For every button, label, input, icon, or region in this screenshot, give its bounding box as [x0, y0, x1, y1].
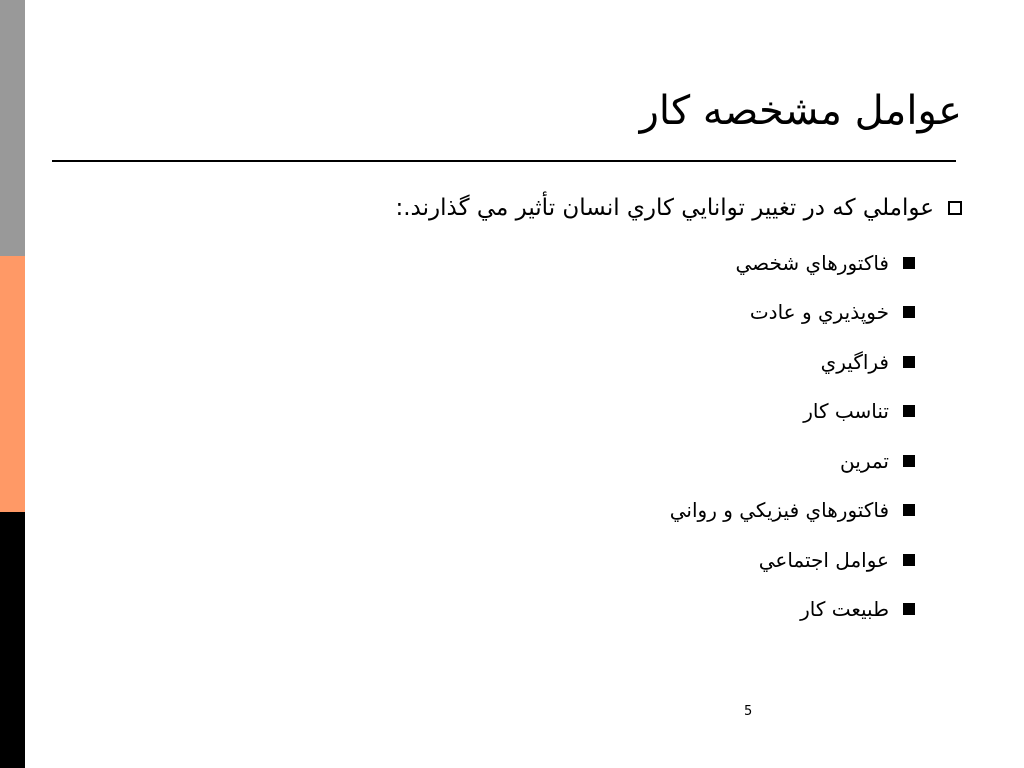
- sub-bullet-item: [62, 585, 962, 635]
- sub-bullet-text: فاکتورهاي شخصي: [735, 250, 889, 275]
- hollow-square-bullet-icon: [948, 201, 962, 215]
- sub-bullet-text: خوپذيري و عادت: [749, 300, 889, 325]
- page-number: 5: [744, 704, 753, 719]
- sub-bullet-item: [62, 535, 962, 585]
- sub-bullet-item: [62, 387, 962, 437]
- title-divider: [52, 160, 956, 162]
- sub-bullet-text: فاکتورهاي فيزيکي و رواني: [669, 498, 889, 523]
- slide-title: عوامل مشخصه کار: [639, 88, 962, 134]
- sub-bullet-item: [62, 288, 962, 338]
- filled-square-bullet-icon: [903, 306, 915, 318]
- sub-bullet-text: تناسب کار: [803, 399, 889, 424]
- filled-square-bullet-icon: [903, 603, 915, 615]
- sidebar-gray-segment: [0, 0, 25, 256]
- filled-square-bullet-icon: [903, 405, 915, 417]
- sub-bullet-item: [62, 337, 962, 387]
- sub-bullet-item: [62, 436, 962, 486]
- sidebar-orange-segment: [0, 256, 25, 512]
- decorative-sidebar: [0, 0, 25, 768]
- sub-bullet-text: عوامل اجتماعي: [758, 547, 889, 572]
- main-bullet: [62, 188, 962, 228]
- sub-bullet-text: طبيعت کار: [800, 597, 889, 622]
- sub-bullet-item: [62, 486, 962, 536]
- sub-bullet-list: [62, 238, 962, 634]
- main-bullet-text: عواملي که در تغيير توانايي کاري انسان تأثير مي گذارند.:: [395, 195, 934, 221]
- sidebar-black-segment: [0, 512, 25, 768]
- slide-content: [62, 188, 962, 634]
- sub-bullet-text: تمرين: [840, 448, 889, 473]
- filled-square-bullet-icon: [903, 356, 915, 368]
- sub-bullet-text: فراگيري: [820, 349, 889, 374]
- sub-bullet-item: [62, 238, 962, 288]
- filled-square-bullet-icon: [903, 257, 915, 269]
- filled-square-bullet-icon: [903, 504, 915, 516]
- filled-square-bullet-icon: [903, 554, 915, 566]
- filled-square-bullet-icon: [903, 455, 915, 467]
